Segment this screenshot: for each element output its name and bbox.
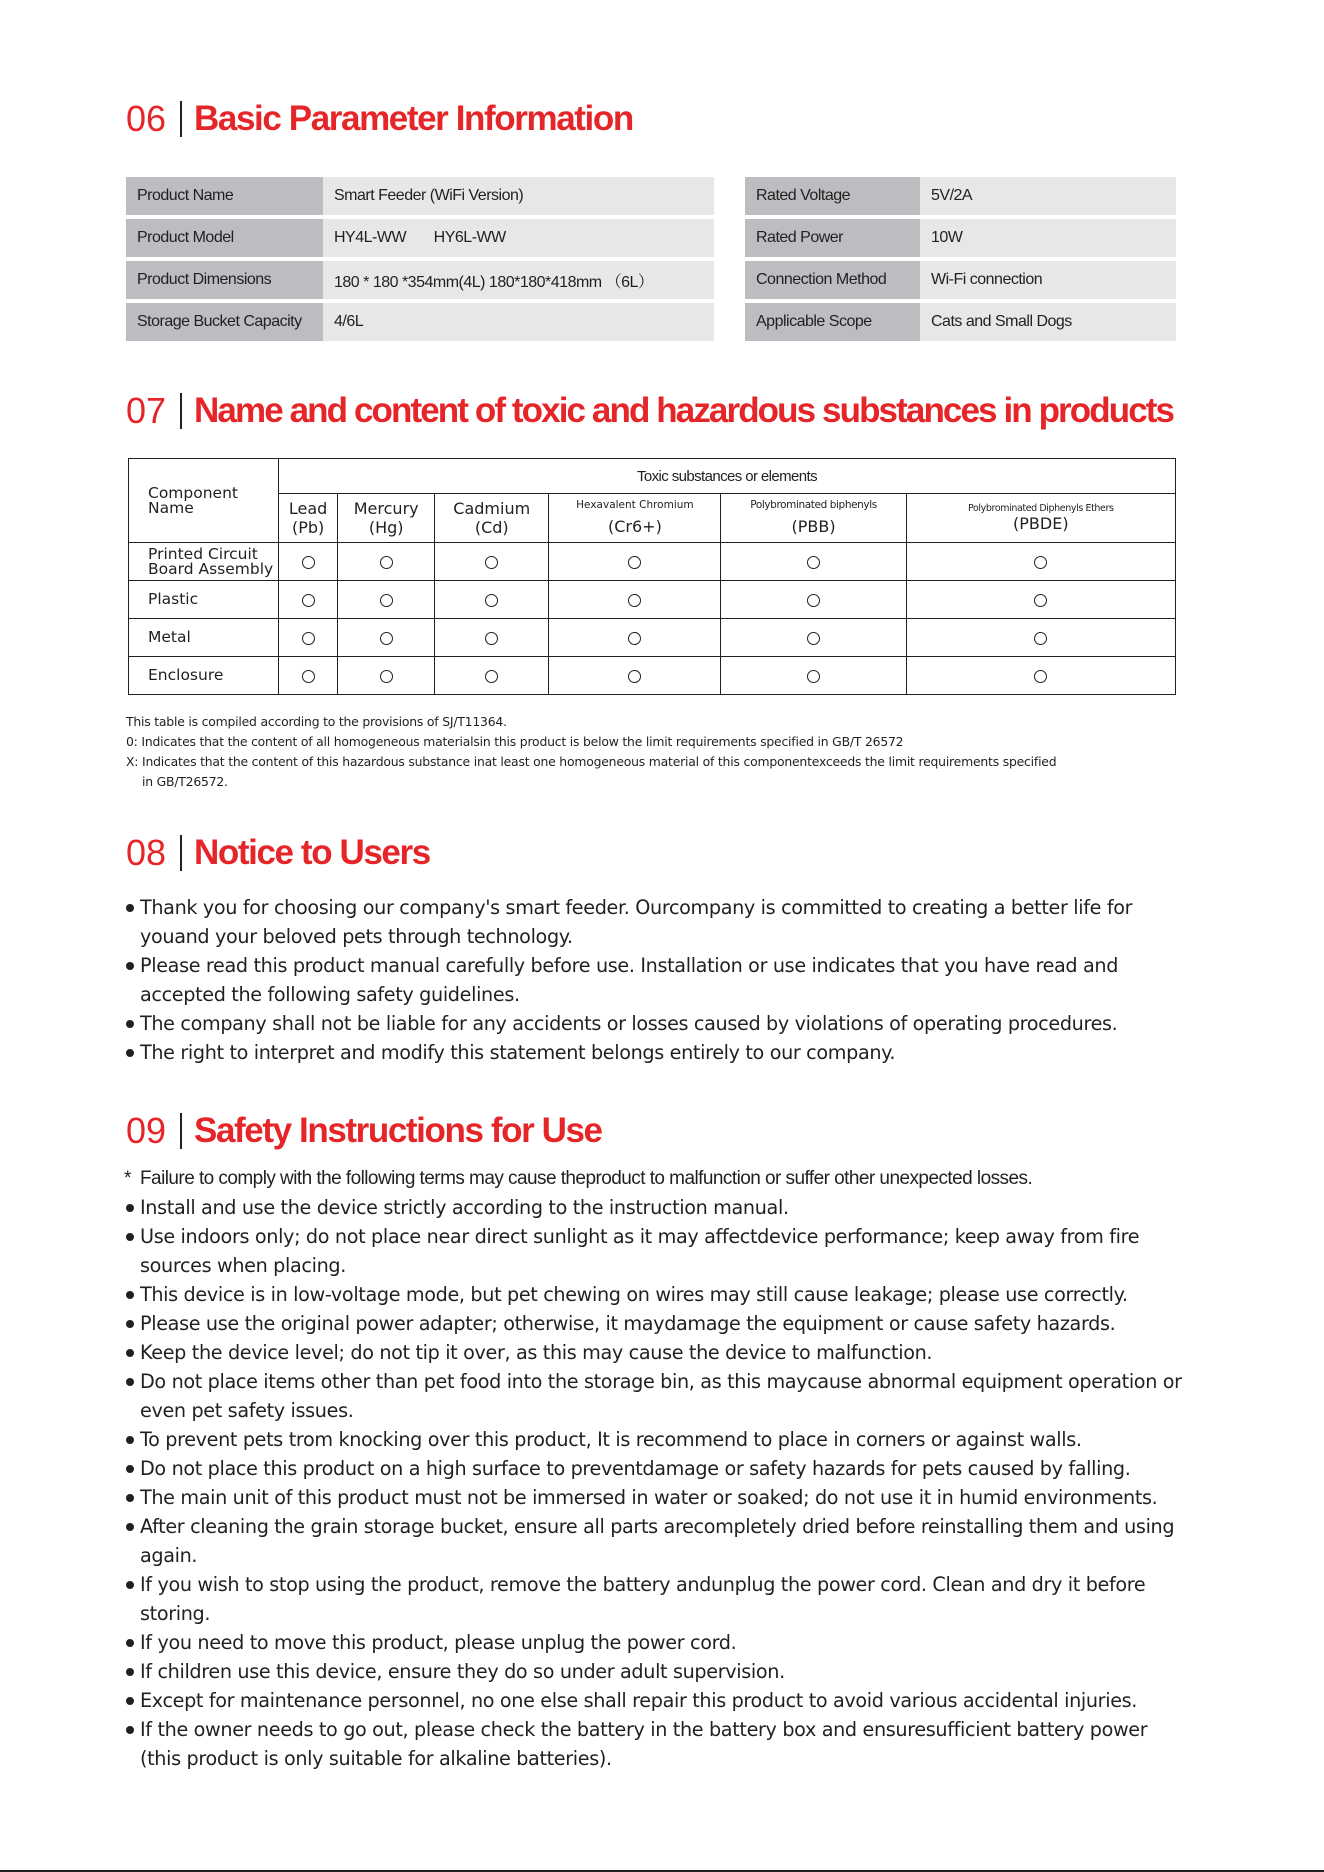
- note-line: X: Indicates that the content of this hazardous substance inat least one homogeneous material of this componentexceeds the limit requirements specified: [126, 754, 1057, 769]
- section-number: 07: [126, 390, 167, 431]
- circle-icon: [807, 670, 820, 683]
- element-symbol: (PBDE): [1013, 513, 1069, 533]
- section-number: 08: [126, 832, 167, 873]
- bullet-icon: [126, 1523, 134, 1531]
- table-row: [129, 619, 1176, 657]
- circle-icon: [807, 594, 820, 607]
- param-value: Cats and Small Dogs: [920, 303, 1176, 341]
- element-name: Polybrominated biphenyls: [750, 499, 877, 511]
- safety-text: Do not place items other than pet food into the storage bin, as this maycause abnormal equipment operation or even pet safety issues.: [140, 1370, 1182, 1422]
- circle-icon: [628, 556, 641, 569]
- compliance-cell: [338, 619, 435, 657]
- param-label: Connection Method: [745, 261, 920, 299]
- param-value: 10W: [920, 219, 1176, 257]
- param-value: Smart Feeder (WiFi Version): [323, 177, 714, 215]
- compliance-cell: [906, 543, 1175, 581]
- list-item: [124, 1686, 1188, 1715]
- circle-icon: [1034, 632, 1047, 645]
- list-item: [124, 893, 1188, 951]
- circle-icon: [302, 594, 315, 607]
- component-name: Plastic: [129, 581, 279, 619]
- element-name: Lead: [288, 499, 328, 518]
- compliance-cell: [906, 581, 1175, 619]
- safety-text: Please use the original power adapter; otherwise, it maydamage the equipment or cause safety hazards.: [140, 1312, 1116, 1335]
- list-item: [124, 1425, 1188, 1454]
- section-title: Safety Instructions for Use: [194, 1111, 602, 1150]
- note-line: 0: Indicates that the content of all homogeneous materialsin this product is below the limit requirements specified in GB/T 26572: [126, 734, 904, 749]
- table-row: [126, 261, 714, 299]
- safety-text: If you need to move this product, please unplug the power cord.: [140, 1631, 737, 1654]
- element-name: Polybrominated Diphenyls Ethers: [968, 502, 1114, 514]
- bullet-icon: [126, 904, 134, 912]
- table-header-row: [129, 494, 1176, 543]
- note-line: in GB/T26572.: [142, 774, 228, 789]
- element-symbol: (Pb): [291, 518, 325, 537]
- safety-text: If you wish to stop using the product, remove the battery andunplug the power cord. Clean and dry it before storing.: [140, 1573, 1146, 1625]
- section-title: Name and content of toxic and hazardous substances in products: [194, 391, 1174, 430]
- param-label: Product Model: [126, 219, 323, 257]
- parameter-table-left: [126, 173, 714, 345]
- param-value: 5V/2A: [920, 177, 1176, 215]
- notice-list: [124, 893, 1188, 1067]
- notice-text: The right to interpret and modify this statement belongs entirely to our company.: [140, 1041, 896, 1064]
- param-label: Product Name: [126, 177, 323, 215]
- parameter-table-right: [745, 173, 1176, 345]
- circle-icon: [1034, 670, 1047, 683]
- circle-icon: [485, 556, 498, 569]
- circle-icon: [380, 594, 393, 607]
- section-divider: [180, 101, 182, 137]
- param-value: 4/6L: [323, 303, 714, 341]
- safety-text: Install and use the device strictly according to the instruction manual.: [140, 1196, 789, 1219]
- compliance-cell: [549, 657, 721, 695]
- list-item: [124, 951, 1188, 1009]
- list-item: [124, 1338, 1188, 1367]
- safety-text: Do not place this product on a high surface to preventdamage or safety hazards for pets caused by falling.: [140, 1457, 1131, 1480]
- safety-warning: [124, 1164, 1188, 1193]
- compliance-cell: [435, 657, 549, 695]
- note-line: This table is compiled according to the provisions of SJ/T11364.: [126, 714, 507, 729]
- bullet-icon: [126, 1726, 134, 1734]
- bullet-icon: [126, 962, 134, 970]
- compliance-cell: [906, 657, 1175, 695]
- compliance-cell: [721, 619, 906, 657]
- list-item: [124, 1454, 1188, 1483]
- bullet-icon: [126, 1581, 134, 1589]
- compliance-cell: [279, 581, 338, 619]
- safety-text: If the owner needs to go out, please check the battery in the battery box and ensuresufficient battery power (this product is only suitable for alkaline batteries).: [140, 1718, 1148, 1770]
- list-item: [124, 1715, 1188, 1773]
- safety-list: [124, 1164, 1188, 1773]
- circle-icon: [302, 632, 315, 645]
- compliance-cell: [338, 543, 435, 581]
- section-number: 06: [126, 98, 167, 139]
- section-heading-safety: [126, 1110, 602, 1152]
- table-row: [745, 219, 1176, 257]
- substance-table: [128, 458, 1176, 695]
- component-name-header: Component Name: [129, 459, 279, 543]
- list-item: [124, 1222, 1188, 1280]
- section-heading-basic: [126, 98, 633, 140]
- compliance-cell: [435, 543, 549, 581]
- section-title: Basic Parameter Information: [194, 99, 633, 138]
- list-item: [124, 1512, 1188, 1570]
- param-label: Rated Voltage: [745, 177, 920, 215]
- compliance-cell: [549, 619, 721, 657]
- circle-icon: [380, 632, 393, 645]
- circle-icon: [1034, 594, 1047, 607]
- element-header: [906, 494, 1175, 543]
- circle-icon: [628, 594, 641, 607]
- list-item: [124, 1009, 1188, 1038]
- section-heading-notice: [126, 832, 430, 874]
- compliance-cell: [549, 581, 721, 619]
- param-label: Storage Bucket Capacity: [126, 303, 323, 341]
- component-name: Printed Circuit Board Assembly: [129, 543, 279, 581]
- safety-warning-text: Failure to comply with the following terms may cause theproduct to malfunction or suffer other unexpected losses.: [140, 1168, 1033, 1189]
- table-row: [126, 177, 714, 215]
- bullet-icon: [126, 1233, 134, 1241]
- element-header: [435, 494, 549, 543]
- bullet-icon: [126, 1020, 134, 1028]
- safety-text: The main unit of this product must not be immersed in water or soaked; do not use it in humid environments.: [140, 1486, 1158, 1509]
- list-item: [124, 1309, 1188, 1338]
- bullet-icon: [126, 1494, 134, 1502]
- param-value: 180 * 180 *354mm(4L) 180*180*418mm （6L）: [323, 261, 714, 299]
- list-item: [124, 1628, 1188, 1657]
- safety-text: This device is in low-voltage mode, but pet chewing on wires may still cause leakage; please use correctly.: [140, 1283, 1128, 1306]
- param-label: Applicable Scope: [745, 303, 920, 341]
- circle-icon: [380, 556, 393, 569]
- circle-icon: [302, 670, 315, 683]
- circle-icon: [302, 556, 315, 569]
- section-divider: [180, 835, 182, 871]
- table-row: [129, 581, 1176, 619]
- element-header: [279, 494, 338, 543]
- bullet-icon: [126, 1291, 134, 1299]
- param-label: Product Dimensions: [126, 261, 323, 299]
- table-row: [745, 177, 1176, 215]
- safety-text: Use indoors only; do not place near direct sunlight as it may affectdevice performance; keep away from fire sources when placing.: [140, 1225, 1140, 1277]
- compliance-cell: [435, 619, 549, 657]
- bullet-icon: [126, 1465, 134, 1473]
- section-number: 09: [126, 1110, 167, 1151]
- list-item: [124, 1570, 1188, 1628]
- compliance-cell: [721, 581, 906, 619]
- element-symbol: (Hg): [368, 518, 404, 537]
- notice-text: The company shall not be liable for any accidents or losses caused by violations of operating procedures.: [140, 1012, 1118, 1035]
- circle-icon: [807, 556, 820, 569]
- circle-icon: [1034, 556, 1047, 569]
- table-header-row: [129, 459, 1176, 494]
- element-symbol: (Cd): [474, 518, 509, 537]
- bullet-icon: [126, 1668, 134, 1676]
- circle-icon: [485, 670, 498, 683]
- compliance-cell: [906, 619, 1175, 657]
- list-item: [124, 1367, 1188, 1425]
- bullet-icon: [126, 1436, 134, 1444]
- bullet-icon: [126, 1049, 134, 1057]
- substance-caption: Toxic substances or elements: [279, 459, 1176, 494]
- list-item: [124, 1657, 1188, 1686]
- bullet-icon: [126, 1320, 134, 1328]
- compliance-cell: [549, 543, 721, 581]
- component-name: Enclosure: [129, 657, 279, 695]
- asterisk-icon: *: [124, 1168, 131, 1189]
- compliance-cell: [338, 657, 435, 695]
- bullet-icon: [126, 1378, 134, 1386]
- list-item: [124, 1193, 1188, 1222]
- list-item: [124, 1038, 1188, 1067]
- table-row: [745, 261, 1176, 299]
- table-row: [126, 219, 714, 257]
- bullet-icon: [126, 1204, 134, 1212]
- element-header: [549, 494, 721, 543]
- safety-text: Except for maintenance personnel, no one else shall repair this product to avoid various accidental injuries.: [140, 1689, 1138, 1712]
- compliance-cell: [338, 581, 435, 619]
- element-name: Hexavalent Chromium: [576, 499, 694, 511]
- bullet-icon: [126, 1639, 134, 1647]
- compliance-cell: [279, 657, 338, 695]
- circle-icon: [485, 632, 498, 645]
- section-title: Notice to Users: [194, 833, 430, 872]
- list-item: [124, 1483, 1188, 1512]
- notice-text: Please read this product manual carefully before use. Installation or use indicates that you have read and accepted the following safety guidelines.: [140, 954, 1119, 1006]
- circle-icon: [380, 670, 393, 683]
- compliance-cell: [279, 619, 338, 657]
- circle-icon: [628, 632, 641, 645]
- section-divider: [180, 393, 182, 429]
- list-item: [124, 1280, 1188, 1309]
- element-name: Mercury: [353, 499, 419, 518]
- component-name: Metal: [129, 619, 279, 657]
- safety-text: Keep the device level; do not tip it over, as this may cause the device to malfunction.: [140, 1341, 933, 1364]
- section-divider: [180, 1113, 182, 1149]
- bullet-icon: [126, 1697, 134, 1705]
- table-notes: [126, 712, 1186, 792]
- param-label: Rated Power: [745, 219, 920, 257]
- table-row: [129, 657, 1176, 695]
- safety-text: To prevent pets trom knocking over this product, It is recommend to place in corners or against walls.: [140, 1428, 1082, 1451]
- section-heading-toxic: [126, 390, 1173, 432]
- table-row: [745, 303, 1176, 341]
- compliance-cell: [435, 581, 549, 619]
- element-symbol: (PBB): [791, 517, 836, 536]
- param-value: HY4L-WW HY6L-WW: [323, 219, 714, 257]
- element-symbol: (Cr6+): [607, 517, 662, 536]
- compliance-cell: [721, 657, 906, 695]
- element-name: Cadmium: [453, 499, 531, 518]
- element-header: [721, 494, 906, 543]
- compliance-cell: [279, 543, 338, 581]
- circle-icon: [807, 632, 820, 645]
- safety-text: If children use this device, ensure they do so under adult supervision.: [140, 1660, 785, 1683]
- compliance-cell: [721, 543, 906, 581]
- circle-icon: [485, 594, 498, 607]
- param-value: Wi-Fi connection: [920, 261, 1176, 299]
- circle-icon: [628, 670, 641, 683]
- element-header: [338, 494, 435, 543]
- notice-text: Thank you for choosing our company's smart feeder. Ourcompany is committed to creating a better life for youand your beloved pets through technology.: [140, 896, 1133, 948]
- table-row: [129, 543, 1176, 581]
- bullet-icon: [126, 1349, 134, 1357]
- table-row: [126, 303, 714, 341]
- safety-text: After cleaning the grain storage bucket, ensure all parts arecompletely dried before reinstalling them and using again.: [140, 1515, 1175, 1567]
